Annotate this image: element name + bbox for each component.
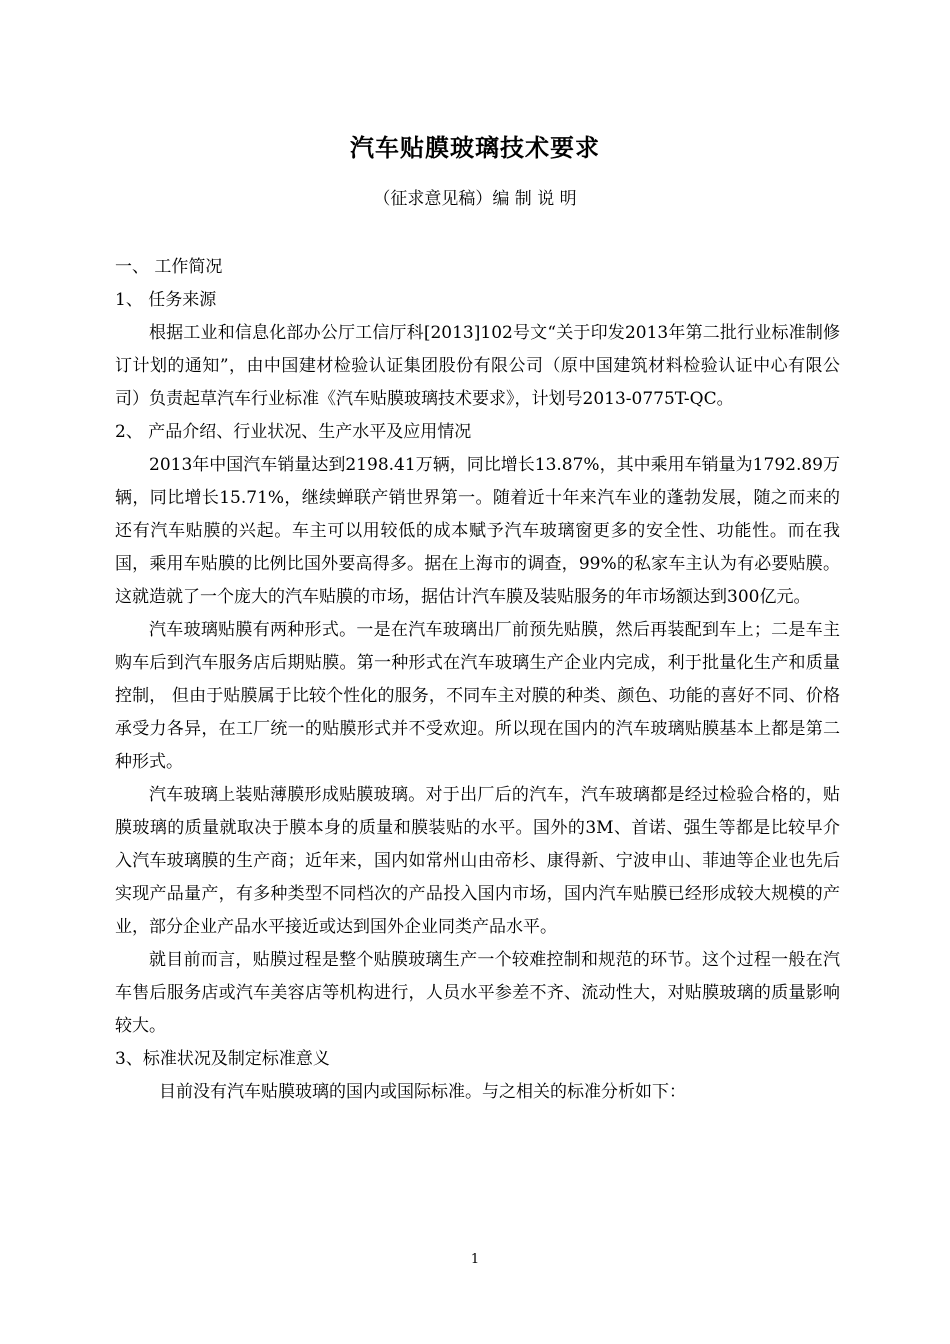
document-subtitle: （征求意见稿）编 制 说 明	[373, 189, 577, 209]
section-heading-standard-status: 3、标准状况及制定标准意义	[115, 1049, 330, 1069]
paragraph-market-stats: 2013年中国汽车销量达到2198.41万辆，同比增长13.87%，其中乘用车销量为1792.89万辆，同比增长15.71%，继续蝉联产销世界第一。随着近十年来汽车业的蓬勃发展，随之而来的还有汽车贴膜的兴起。车主可以用较低的成本赋予汽车玻璃窗更多的安全性、功能性。而在我国，乘用车贴膜的比例比国外要高得多。据在上海市的调查，99%的私家车主认为有必要贴膜。这就造就了一个庞大的汽车贴膜的市场，据估计汽车膜及装贴服务的年市场额达到300亿元。	[115, 455, 840, 607]
paragraph-film-forms: 汽车玻璃贴膜有两种形式。一是在汽车玻璃出厂前预先贴膜，然后再装配到车上；二是车主购车后到汽车服务店后期贴膜。第一种形式在汽车玻璃生产企业内完成，利于批量化生产和质量控制， 但由于贴膜属于比较个性化的服务，不同车主对膜的种类、颜色、功能的喜好不同、价格承受力各异，在工厂统一的贴膜形式并不受欢迎。所以现在国内的汽车玻璃贴膜基本上都是第二种形式。	[115, 620, 840, 772]
document-title: 汽车贴膜玻璃技术要求	[350, 134, 600, 162]
section-heading-product-intro: 2、 产品介绍、行业状况、生产水平及应用情况	[115, 422, 472, 442]
document-body	[115, 251, 840, 1109]
page-number: 1	[470, 1252, 480, 1267]
paragraph-standard-status: 目前没有汽车贴膜玻璃的国内或国际标准。与之相关的标准分析如下：	[159, 1082, 686, 1102]
paragraph-film-manufacturers: 汽车玻璃上装贴薄膜形成贴膜玻璃。对于出厂后的汽车，汽车玻璃都是经过检验合格的，贴膜玻璃的质量就取决于膜本身的质量和膜装贴的水平。国外的3M、首诺、强生等都是比较早介入汽车玻璃膜的生产商；近年来，国内如常州山由帝杉、康得新、宁波申山、菲迪等企业也先后实现产品量产，有多种类型不同档次的产品投入国内市场，国内汽车贴膜已经形成较大规模的产业，部分企业产品水平接近或达到国外企业同类产品水平。	[115, 785, 840, 937]
section-heading-task-source: 1、 任务来源	[115, 290, 217, 310]
section-heading-work-overview: 一、 工作简况	[115, 257, 223, 277]
paragraph-film-process: 就目前而言，贴膜过程是整个贴膜玻璃生产一个较难控制和规范的环节。这个过程一般在汽车售后服务店或汽车美容店等机构进行，人员水平参差不齐、流动性大，对贴膜玻璃的质量影响较大。	[115, 950, 840, 1036]
paragraph-task-source: 根据工业和信息化部办公厅工信厅科[2013]102号文“关于印发2013年第二批行业标准制修订计划的通知”，由中国建材检验认证集团股份有限公司（原中国建筑材料检验认证中心有限公司）负责起草汽车行业标准《汽车贴膜玻璃技术要求》，计划号2013-0775T-QC。	[115, 323, 840, 409]
